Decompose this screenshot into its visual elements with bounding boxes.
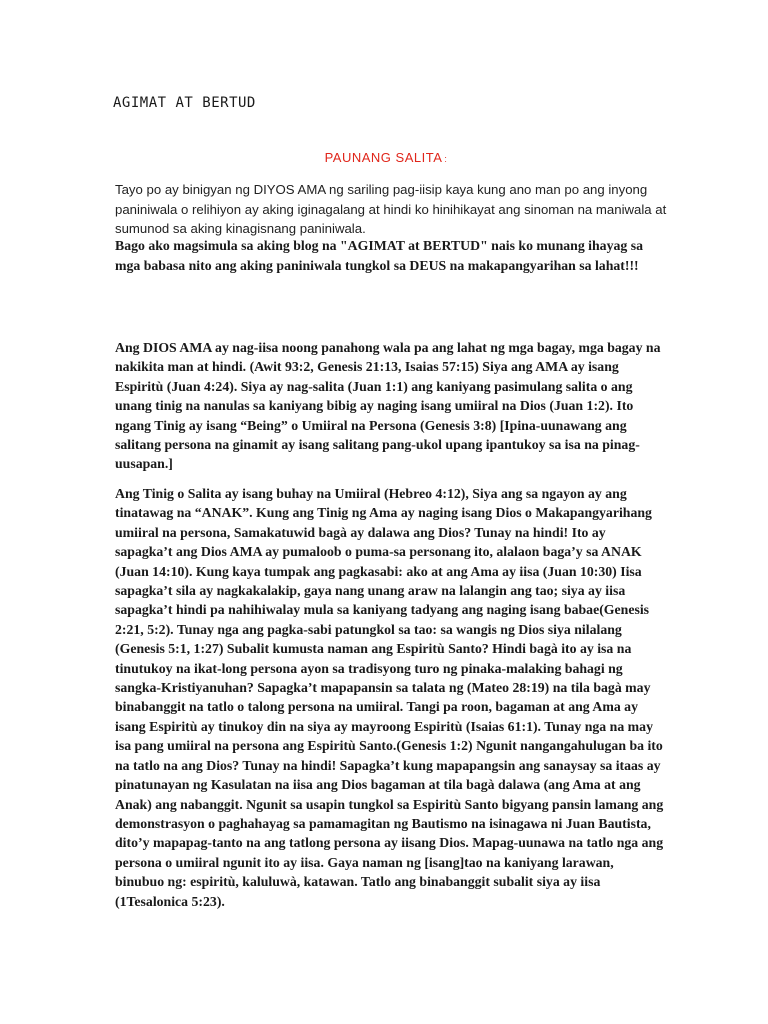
- section-heading-text: PAUNANG SALITA: [324, 150, 443, 165]
- body-paragraph-2: Ang Tinig o Salita ay isang buhay na Umiiral (Hebreo 4:12), Siya ang sa ngayon ay ang tinatawag na “ANAK”. Kung ang Tinig ng Ama ay naging isang Dios o Makapangyarihang umiiral na persona, Samakatuwid bagà ay dalawa ang Dios? Tunay na hindi! Ito ay sapagka’t ang Dios AMA ay pumaloob o puma-sa personang ito, alalaon baga’y sa ANAK (Juan 14:10). Kung kaya tumpak ang pagkasabi: ako at ang Ama ay iisa (Juan 10:30) Iisa sapagka’t sila ay nagkakalakip, gaya nang unang araw na lalangin ang tao; siya ay iisa sapagka’t hindi pa nahihiwalay mula sa kaniyang tadyang ang naging isang babae(Genesis 2:21, 5:2). Tunay nga ang pagka-sabi patungkol sa tao: sa wangis ng Dios siya nilalang (Genesis 5:1, 1:27) Subalit kumusta naman ang Espiritù Santo? Hindi bagà ito ay isa na tinutukoy na ikat-long persona ayon sa tradisyong turo ng pinaka-malaking bahagi ng sangka-Kristiyanuhan? Sapagka’t mapapansin sa talata ng (Mateo 28:19) na tila bagà may binabanggit na tatlo o talong persona na umiiral. Tangi pa roon, bagaman at ang Ama ay isang Espiritù ay tinukoy din na siya ay mayroong Espiritù (Isaias 61:1). Tunay nga na may isa pang umiiral na persona ang Espiritù Santo.(Genesis 1:2) Ngunit nangangahulugan ba ito na tatlo na ang Dios? Tunay na hindi! Sapagka’t kung mapapangsin ang sanaysay sa itaas ay pinatunayan ng Kasulatan na iisa ang Dios bagaman at tila bagà dalawa (ang Ama at ang Anak) ang nabanggit. Ngunit sa usapin tungkol sa Espiritù Santo bigyang pansin lamang ang demonstrasyon o paghahayag sa pamamagitan ng Bautismo na isinagawa ni Juan Bautista, dito’y mapapag-tanto na ang tatlong persona ay iisang Dios. Mapag-uunawa na tatlo nga ang persona o umiiral ngunit ito ay iisa. Gaya naman ng [isang]tao na kaniyang larawan, binubuo ng: espiritù, kaluluwà, katawan. Tatlo ang binabanggit subalit siya ay iisa (1Tesalonica 5:23).: [115, 486, 664, 909]
- document-title: AGIMAT AT BERTUD: [113, 95, 256, 111]
- section-heading: [0, 150, 768, 165]
- intro-bold-paragraph: Bago ako magsimula sa aking blog na "AGIMAT at BERTUD" nais ko munang ihayag sa mga babasa nito ang aking paniniwala tungkol sa DEUS na makapangyarihan sa lahat!!!: [115, 238, 643, 273]
- body-paragraph-1: Ang DIOS AMA ay nag-iisa noong panahong wala pa ang lahat ng mga bagay, mga bagay na nakikita man at hindi. (Awit 93:2, Genesis 21:13, Isaias 57:15) Siya ang AMA ay isang Espiritù (Juan 4:24). Siya ay nag-salita (Juan 1:1) ang kaniyang pasimulang salita o ang unang tinig na nanulas sa kaniyang bibig ay naging isang umiiral na Dios (Juan 1:2). Ito ngang Tinig ay isang “Being” o Umiiral na Persona (Genesis 3:8) [Ipina-uunawang ang salitang persona na ginamit ay isang salitang pang-ukol upang ipantukoy sa isa na pinag-uusapan.]: [115, 340, 661, 472]
- section-heading-suffix: :: [444, 154, 448, 164]
- intro-paragraph: Tayo po ay binigyan ng DIYOS AMA ng sariling pag-iisip kaya kung ano man po ang inyong paniniwala o relihiyon ay aking iginagalang at hindi ko hinihikayat ang sinoman na maniwala at sumunod sa aking kinagisnang paniniwala.: [115, 182, 667, 236]
